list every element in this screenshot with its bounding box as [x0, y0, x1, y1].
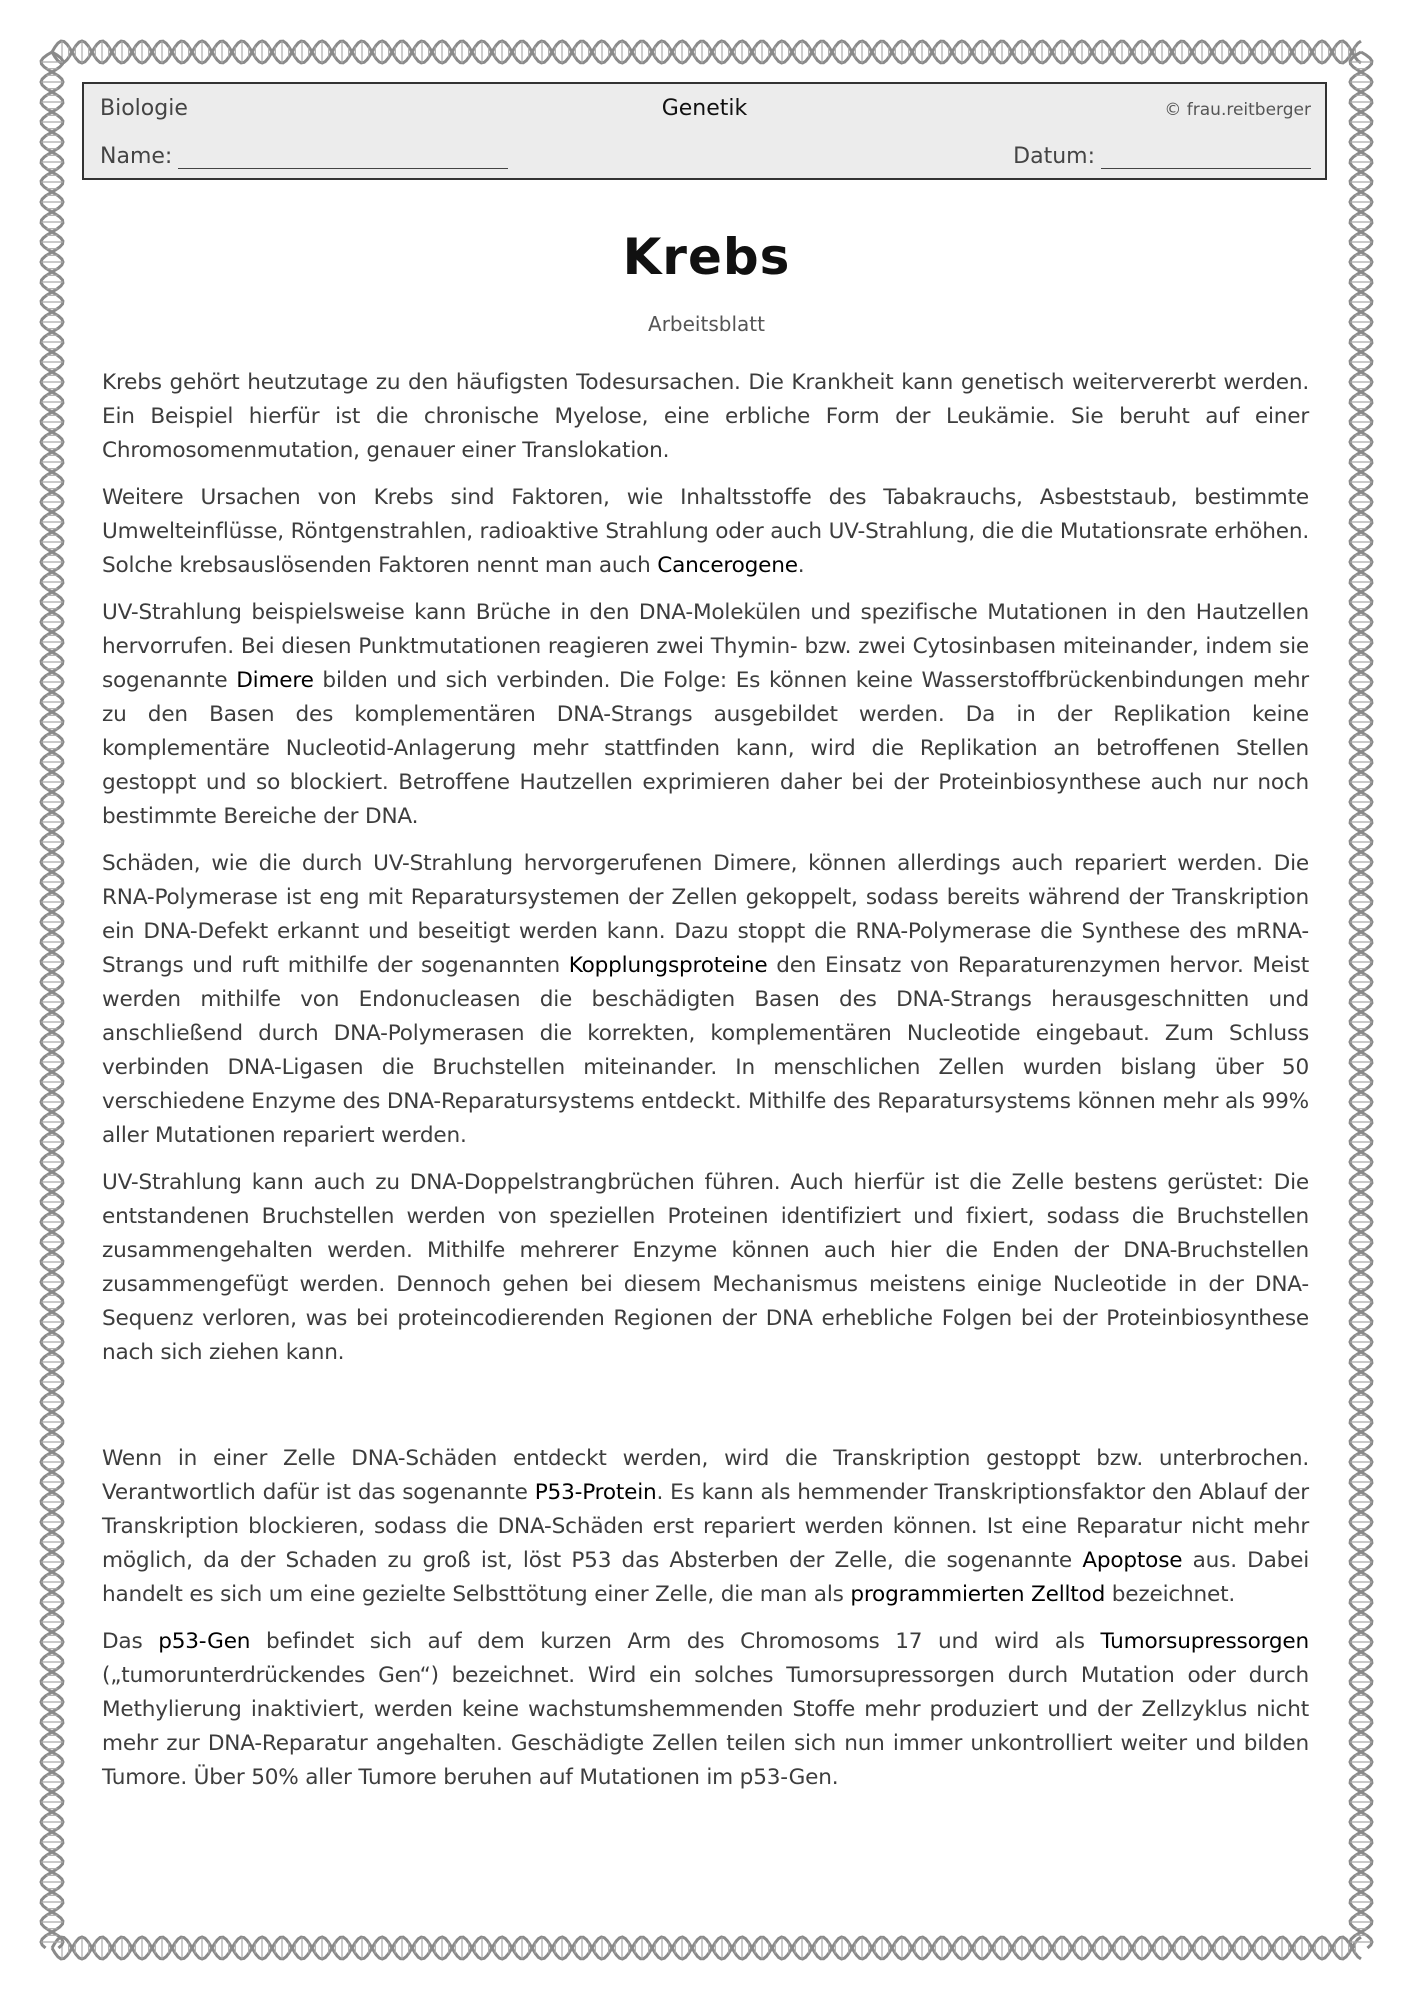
page-subtitle: Arbeitsblatt: [648, 312, 765, 336]
paragraph: [102, 596, 1309, 834]
paragraph: [102, 481, 1309, 583]
helix-strand: [41, 52, 63, 1948]
paragraph: [102, 366, 1309, 468]
paragraph: [102, 1166, 1309, 1370]
page-title: Krebs: [622, 228, 791, 286]
keyword: programmierten Zelltod: [850, 1582, 1106, 1607]
keyword: Kopplungsproteine: [568, 953, 768, 978]
helix-strand: [52, 41, 1361, 63]
name-field[interactable]: [100, 144, 508, 169]
paragraph-text: Krebs gehört heutzutage zu den häufigsten Todesursachen. Die Krankheit kann genetisch weitervererbt werden. Ein Beispiel hierfür ist die chronische Myelose, eine erbliche Form der Leukämie. Sie beruht auf einer Chromosomenmutation, genauer einer Translokation.: [102, 370, 1309, 463]
paragraph-text: Schäden, wie die durch UV-Strahlung hervorgerufenen Dimere, können allerdings auch repariert werden. Die RNA-Polymerase ist eng mit Reparatursystemen der Zellen gekoppelt, sodass bereits während der Transkription ein DNA-Defekt erkannt und beseitigt werden kann. Dazu stoppt die RNA-Polymerase die Synthese des mRNA-Strangs und ruft mithilfe der sogenannten: [102, 851, 1309, 978]
paragraph-text: bezeichnet.: [1105, 1582, 1236, 1607]
helix-strand: [52, 41, 1361, 63]
keyword: Dimere: [236, 668, 314, 693]
name-line: [178, 146, 508, 169]
keyword: p53-Gen: [158, 1629, 251, 1654]
paragraph: [102, 1625, 1309, 1795]
keyword: P53-Protein: [534, 1480, 657, 1505]
copyright-label: © frau.reitberger: [1164, 100, 1311, 120]
keyword: Apoptose: [1082, 1548, 1183, 1573]
helix-strand: [52, 1937, 1361, 1959]
paragraph-text: Das: [102, 1629, 159, 1654]
paragraph-text: den Einsatz von Reparaturenzymen hervor. Meist werden mithilfe von Endonucleasen die beschädigten Basen des DNA-Strangs herausgeschnitten und anschließend durch DNA-Polymerasen die korrekten, komplementären Nucleotide eingebaut. Zum Schluss verbinden DNA-Ligasen die Bruchstellen miteinander. In menschlichen Zellen wurden bislang über 50 verschiedene Enzyme des DNA-Reparatursystems entdeckt. Mithilfe des Reparatursystems können mehr als 99% aller Mutationen repariert werden.: [102, 953, 1310, 1148]
paragraph-text: .: [797, 553, 805, 578]
article-body: [102, 366, 1309, 1808]
paragraph-text: („tumorunterdrückendes Gen“) bezeichnet. Wird ein solches Tumorsupressorgen durch Mutation oder durch Methylierung inaktiviert, werden keine wachstumshemmenden Stoffe mehr produziert und der Zellzyklus nicht mehr zur DNA-Reparatur angehalten. Geschädigte Zellen teilen sich nun immer unkontrolliert weiter und bilden Tumore. Über 50% aller Tumore beruhen auf Mutationen im p53-Gen.: [102, 1663, 1309, 1790]
paragraph-text: Weitere Ursachen von Krebs sind Faktoren, wie Inhaltsstoffe des Tabakrauchs, Asbeststaub, bestimmte Umwelteinflüsse, Röntgenstrahlen, radioaktive Strahlung oder auch UV-Strahlung, die die Mutationsrate erhöhen. Solche krebsauslösenden Faktoren nennt man auch: [102, 485, 1309, 578]
helix-strand: [41, 52, 63, 1948]
paragraph-text: aus. Dabei handelt es sich um eine gezielte Selbsttötung einer Zelle, die man als: [102, 1548, 1309, 1607]
keyword: Tumorsupressorgen: [1100, 1629, 1309, 1654]
paragraph-text: . Es kann als hemmender Transkriptionsfaktor den Ablauf der Transkription blockieren, sodass die DNA-Schäden erst repariert werden können. Ist eine Reparatur nicht mehr möglich, da der Schaden zu groß ist, löst P53 das Absterben der Zelle, die sogenannte: [102, 1480, 1309, 1573]
paragraph-text: UV-Strahlung kann auch zu DNA-Doppelstrangbrüchen führen. Auch hierfür ist die Zelle bestens gerüstet: Die entstandenen Bruchstellen werden von speziellen Proteinen identifiziert und fixiert, sodass die Bruchstellen zusammengehalten werden. Mithilfe mehrerer Enzyme können auch hier die Enden der DNA-Bruchstellen zusammengefügt werden. Dennoch gehen bei diesem Mechanismus meistens einige Nucleotide in der DNA-Sequenz verloren, was bei proteincodierenden Regionen der DNA erhebliche Folgen bei der Proteinbiosynthese nach sich ziehen kann.: [102, 1170, 1309, 1365]
paragraph: [102, 1442, 1309, 1612]
paragraph-text: bilden und sich verbinden. Die Folge: Es können keine Wasserstoffbrückenbindungen mehr zu den Basen des komplementären DNA-Strangs ausgebildet werden. Da in der Replikation keine komplementäre Nucleotid-Anlagerung mehr stattfinden kann, wird die Replikation an betroffenen Stellen gestoppt und so blockiert. Betroffene Hautzellen exprimieren daher bei der Proteinbiosynthese auch nur noch bestimmte Bereiche der DNA.: [102, 668, 1309, 829]
paragraph-text: befindet sich auf dem kurzen Arm des Chromosoms 17 und wird als: [250, 1629, 1101, 1654]
paragraph-text: Wenn in einer Zelle DNA-Schäden entdeckt werden, wird die Transkription gestoppt bzw. unterbrochen. Verantwortlich dafür ist das sogenannte: [102, 1446, 1309, 1505]
name-label: Name:: [100, 144, 173, 169]
paragraph: [102, 847, 1309, 1153]
date-field[interactable]: [1013, 144, 1311, 169]
topic-label: Genetik: [661, 96, 748, 121]
date-line: [1101, 146, 1311, 169]
paragraph-text: UV-Strahlung beispielsweise kann Brüche in den DNA-Molekülen und spezifische Mutationen in den Hautzellen hervorrufen. Bei diesen Punktmutationen reagieren zwei Thymin- bzw. zwei Cytosinbasen miteinander, indem sie sogenannte: [102, 600, 1309, 693]
helix-strand: [1350, 52, 1372, 1948]
keyword: Cancerogene: [657, 553, 798, 578]
date-label: Datum:: [1013, 144, 1095, 169]
subject-label: Biologie: [100, 96, 188, 121]
helix-strand: [52, 1937, 1361, 1959]
worksheet-header: [82, 82, 1327, 180]
helix-strand: [1350, 52, 1372, 1948]
